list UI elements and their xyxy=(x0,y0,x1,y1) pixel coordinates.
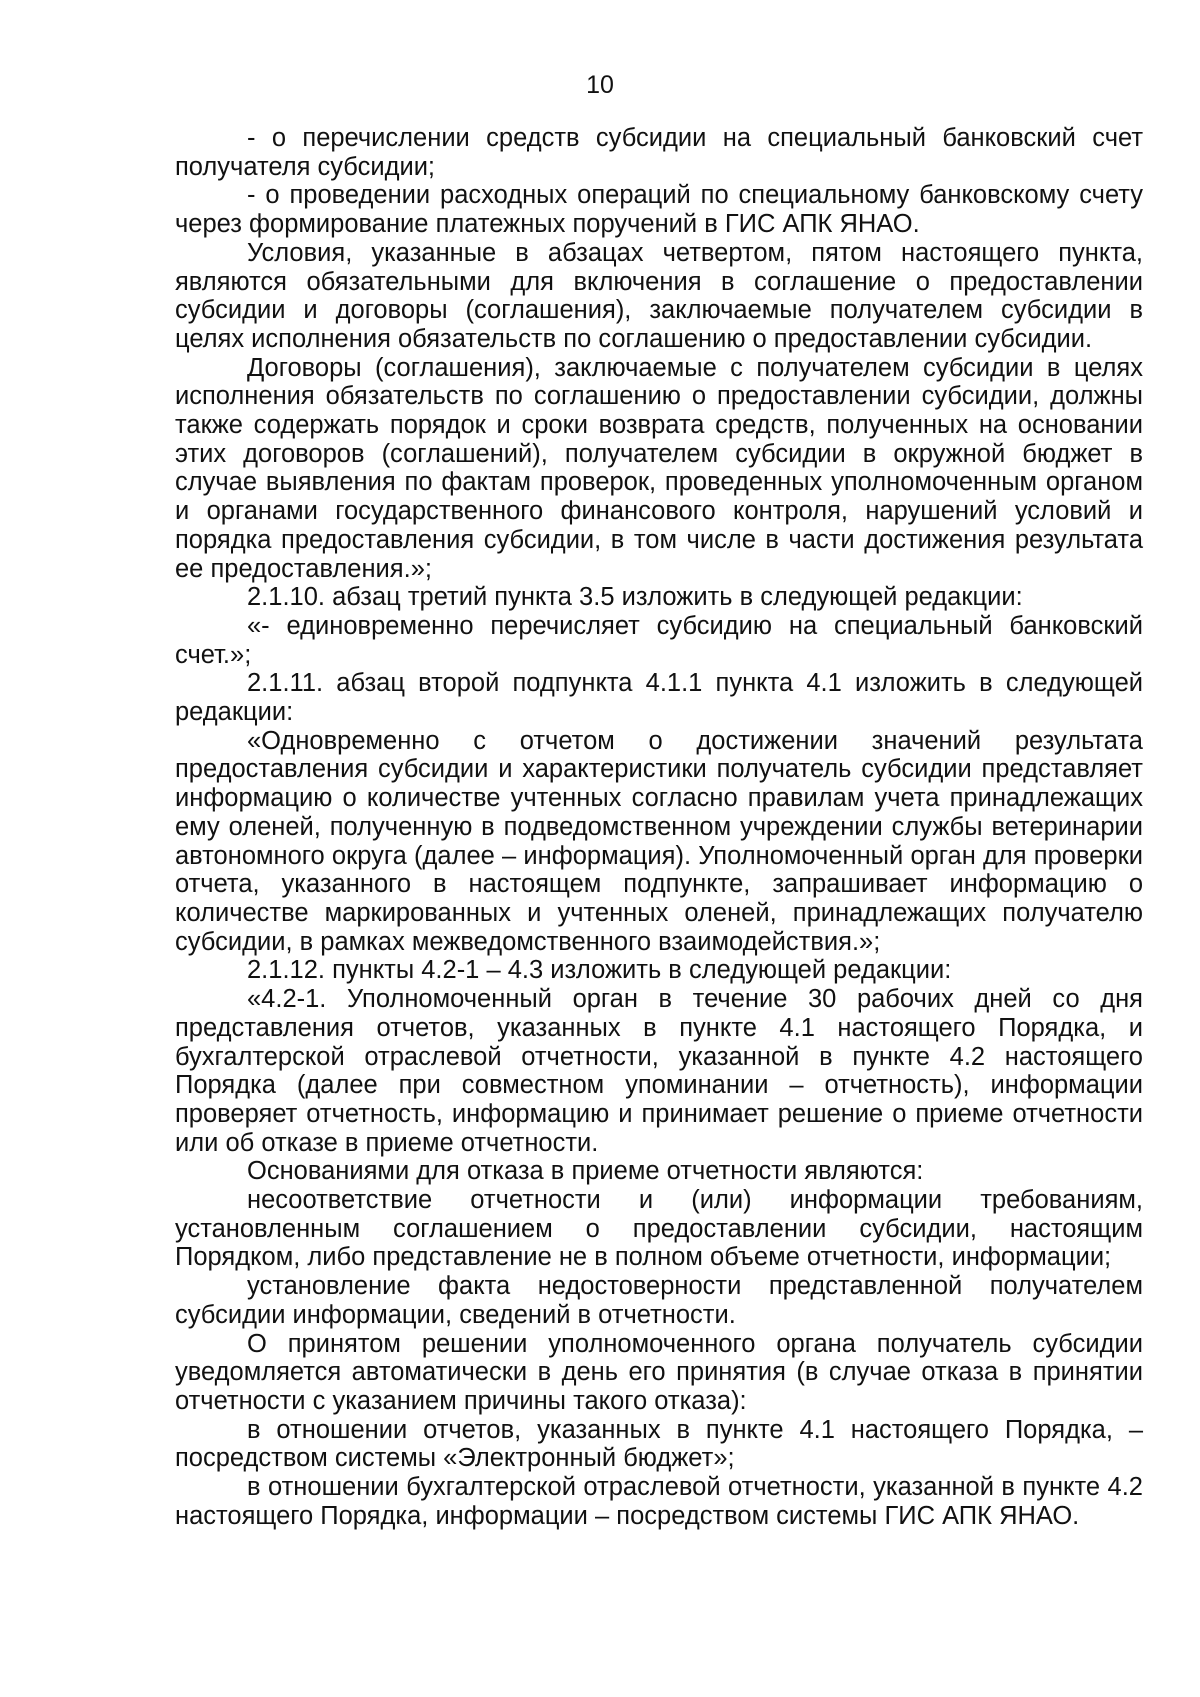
paragraph: «Одновременно с отчетом о достижении значений результата предоставления субсидии и характеристики получатель субсидии представляет информацию о количестве учтенных согласно правилам учета принадлежащих ему оленей, полученную в подведомственном учреждении службы ветеринарии автономного округа (далее – информация). Уполномоченный орган для проверки отчета, указанного в настоящем подпункте, запрашивает информацию о количестве маркированных и учтенных оленей, принадлежащих получателю субсидии, в рамках межведомственного взаимодействия.»; xyxy=(175,726,1143,956)
paragraph: установление факта недостоверности представленной получателем субсидии информации, сведений в отчетности. xyxy=(175,1272,1143,1329)
paragraph: в отношении бухгалтерской отраслевой отчетности, указанной в пункте 4.2 настоящего Порядка, информации – посредством системы ГИС АПК ЯНАО. xyxy=(175,1473,1143,1530)
paragraph: 2.1.10. абзац третий пункта 3.5 изложить в следующей редакции: xyxy=(247,583,1023,612)
paragraph: «- единовременно перечисляет субсидию на специальный банковский счет.»; xyxy=(175,611,1143,669)
paragraph: 2.1.12. пункты 4.2-1 – 4.3 изложить в следующей редакции: xyxy=(247,956,952,985)
page-number: 10 xyxy=(586,71,614,99)
paragraph: несоответствие отчетности и (или) информации требованиям, установленным соглашением о предоставлении субсидии, настоящим Порядком, либо представление не в полном объеме отчетности, информации; xyxy=(175,1186,1143,1272)
paragraph: - о проведении расходных операций по специальному банковскому счету через формирование платежных поручений в ГИС АПК ЯНАО. xyxy=(175,181,1143,239)
paragraph: 2.1.11. абзац второй подпункта 4.1.1 пункта 4.1 изложить в следующей редакции: xyxy=(175,669,1143,727)
paragraph: - о перечислении средств субсидии на специальный банковский счет получателя субсидии; xyxy=(175,124,1143,181)
paragraph: Условия, указанные в абзацах четвертом, пятом настоящего пункта, являются обязательными для включения в соглашение о предоставлении субсидии и договоры (соглашения), заключаемые получателем субсидии в целях исполнения обязательств по соглашению о предоставлении субсидии. xyxy=(175,238,1143,353)
paragraph: Договоры (соглашения), заключаемые с получателем субсидии в целях исполнения обязательств по соглашению о предоставлении субсидии, должны также содержать порядок и сроки возврата средств, полученных на основании этих договоров (соглашений), получателем субсидии в окружной бюджет в случае выявления по фактам проверок, проведенных уполномоченным органом и органами государственного финансового контроля, нарушений условий и порядка предоставления субсидии, в том числе в части достижения результата ее предоставления.»; xyxy=(175,353,1143,583)
document-body xyxy=(175,124,1143,1530)
paragraph: в отношении отчетов, указанных в пункте 4.1 настоящего Порядка, – посредством системы «Электронный бюджет»; xyxy=(175,1415,1143,1473)
paragraph: Основаниями для отказа в приеме отчетности являются: xyxy=(247,1157,924,1186)
paragraph: «4.2-1. Уполномоченный орган в течение 30 рабочих дней со дня представления отчетов, указанных в пункте 4.1 настоящего Порядка, и бухгалтерской отраслевой отчетности, указанной в пункте 4.2 настоящего Порядка (далее при совместном упоминании – отчетность), информации проверяет отчетность, информацию и принимает решение о приеме отчетности или об отказе в приеме отчетности. xyxy=(175,985,1143,1157)
paragraph: О принятом решении уполномоченного органа получатель субсидии уведомляется автоматически в день его принятия (в случае отказа в принятии отчетности с указанием причины такого отказа): xyxy=(175,1329,1143,1415)
